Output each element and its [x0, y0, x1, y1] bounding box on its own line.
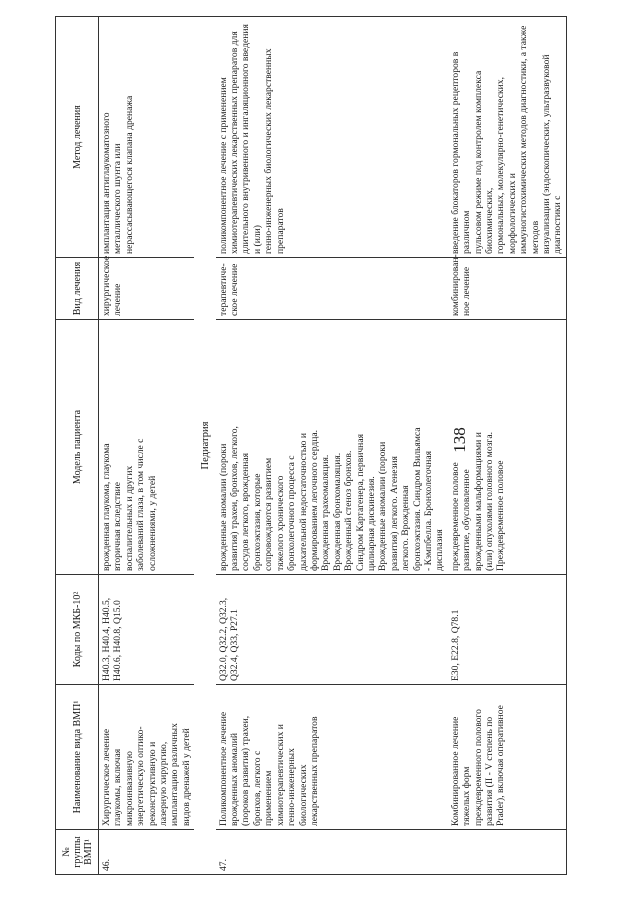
vmp-name: Поликомпонентное лечение врожденных аномалий (пороков развития) трахеи, бронхов, легкого с применением химиотерапевтических и генно-инженерных биологических лекарственных препаратов: [216, 685, 448, 830]
section-title: Педиатрия: [194, 17, 215, 875]
vmp-name: Хирургическое лечение глаукомы, включая микроинвазивную энергетическую оптико- реконструктивную и лазерную хирургию, имплантацию различных видов дренажей у детей: [99, 685, 195, 830]
vmp-name: Комбинированное лечение тяжелых форм преждевременного полового развития (II - V степень по Prader), включая оперативное: [448, 685, 567, 830]
section-row: [194, 17, 215, 875]
treatment-type: хирургическое лечение: [99, 258, 195, 320]
icd-codes: E30, E22.8, Q78.1: [448, 575, 567, 685]
patient-model: врожденные аномалии (пороки развития) трахеи, бронхов, легкого, сосудов легкого, врожденная бронхоэктазия, которые сопровождаются развитием тяжелого хронического бронхолегочного процесса с дыхательной недостаточностью и формированием легочного сердца. Врожденная трахеомаляция. Врожденная бронхомаляция. Врожденный стеноз бронхов. Синдром Картагенера, первичная цилиарная дискинезия. Врожденные аномалии (пороки развития) легкого. Агенезия легкого. Врожденная бронхоэктазия. Синдром Вильямса - Кэмпбелла. Бронхолегочная дисплазия: [216, 320, 448, 575]
treatment-type: комбинирован- ное лечение: [448, 258, 567, 320]
header-patient-model: Модель пациента: [56, 320, 99, 575]
header-treatment-type: Вид лечения: [56, 258, 99, 320]
header-group-number: № группы ВМП¹: [56, 830, 99, 875]
treatment-method: введение блокаторов гормональных рецепторов в различном пульсовом режиме под контролем комплекса биохимических, гормональных, молекулярно-генетических, морфологических и иммуногистохимических методов диагностики, а также методов визуализации (эндоскопических, ультразвуковой диагностики с: [448, 17, 567, 258]
header-icd-codes: Коды по МКБ-10²: [56, 575, 99, 685]
row-number: 46.: [99, 830, 195, 875]
patient-model: врожденная глаукома, глаукома вторичная вследствие воспалительных и других заболеваний глаза, в том числе с осложнениями, у детей: [99, 320, 195, 575]
patient-model: преждевременное половое развитие, обусловленное врожденными мальформациями и (или) опухолями головного мозга. Преждевременное половое: [448, 320, 567, 575]
header-treatment-method: Метод лечения: [56, 17, 99, 258]
table-row-48: [448, 17, 567, 875]
treatment-type: терапевтиче- ское лечение: [216, 258, 448, 320]
icd-codes: H40.3, H40.4, H40.5, H40.6, H40.8, Q15.0: [99, 575, 195, 685]
rotated-table-container: [55, 17, 564, 875]
table-row-47: [216, 17, 448, 875]
treatment-method: имплантация антиглаукоматозного металлического шунта или нерассасывающегося клапана дренажа: [99, 17, 195, 258]
icd-codes: Q32.0, Q32.2, Q32.3, Q32.4, Q33, P27.1: [216, 575, 448, 685]
header-row: [56, 17, 99, 875]
table-row-46: [99, 17, 195, 875]
row-number: [448, 830, 567, 875]
row-number: 47.: [216, 830, 448, 875]
header-vmp-name: Наименование вида ВМП¹: [56, 685, 99, 830]
page-number: 138: [450, 427, 469, 453]
treatment-table: [55, 16, 567, 875]
treatment-method: поликомпонентное лечение с применением химиотерапевтических лекарственных препаратов для длительного внутривенного и ингаляционного введения и (или) генно-инженерных биологических лекарственных препаратов: [216, 17, 448, 258]
